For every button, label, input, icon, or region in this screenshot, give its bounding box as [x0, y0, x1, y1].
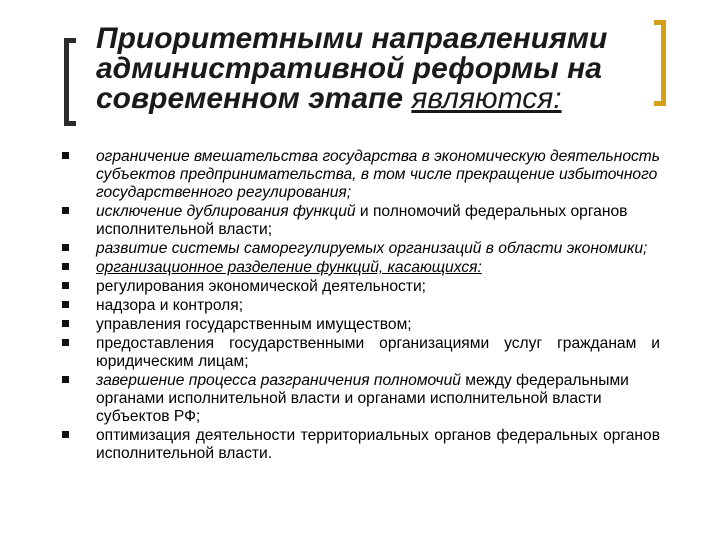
- list-item-text-italic: завершение процесса разграничения полномочий: [96, 372, 461, 389]
- list-item-text: надзора и контроля;: [96, 297, 244, 314]
- list-item-text: между федеральными органами исполнительной власти и органами исполнительной власти субъектов РФ;: [96, 372, 629, 425]
- list-item: [60, 297, 660, 315]
- list-item-text: ограничение вмешательства государства в экономическую деятельность субъектов предпринимательства, в том числе прекращение избыточного государственного регулирования;: [96, 148, 661, 201]
- list-item: [60, 148, 660, 202]
- list-item: [60, 203, 660, 239]
- square-bullet-icon: [62, 263, 69, 270]
- slide-title: [96, 24, 656, 114]
- list-item: [60, 335, 660, 371]
- list-item: [60, 240, 660, 258]
- list-item-text: управления государственным имуществом;: [96, 316, 412, 333]
- square-bullet-icon: [62, 376, 69, 383]
- list-item-text: организационное разделение функций, касающихся:: [96, 259, 482, 276]
- square-bullet-icon: [62, 339, 69, 346]
- square-bullet-icon: [62, 152, 69, 159]
- list-item: [60, 259, 660, 277]
- list-item: [60, 427, 660, 463]
- list-item: [60, 372, 660, 426]
- square-bullet-icon: [62, 431, 69, 438]
- list-item-text: оптимизация деятельности территориальных органов федеральных органов исполнительной власти.: [96, 427, 660, 462]
- square-bullet-icon: [62, 282, 69, 289]
- square-bullet-icon: [62, 244, 69, 251]
- slide-title-main: Приоритетными направлениями административной реформы на современном этапе: [96, 22, 608, 115]
- list-item-text-italic: исключение дублирования функций: [96, 203, 356, 220]
- list-item-text: регулирования экономической деятельности;: [96, 278, 426, 295]
- square-bullet-icon: [62, 301, 69, 308]
- bullet-list: [60, 148, 660, 464]
- list-item-text: и полномочий федеральных органов исполнительной власти;: [96, 203, 628, 238]
- title-left-bracket: [64, 38, 76, 126]
- square-bullet-icon: [62, 207, 69, 214]
- list-item-text: предоставления государственными организациями услуг гражданам и юридическим лицам;: [96, 335, 660, 370]
- slide-title-underlined: являются:: [411, 82, 562, 115]
- list-item-text: развитие системы саморегулируемых организаций в области экономики;: [96, 240, 648, 257]
- list-item: [60, 316, 660, 334]
- square-bullet-icon: [62, 320, 69, 327]
- list-item: [60, 278, 660, 296]
